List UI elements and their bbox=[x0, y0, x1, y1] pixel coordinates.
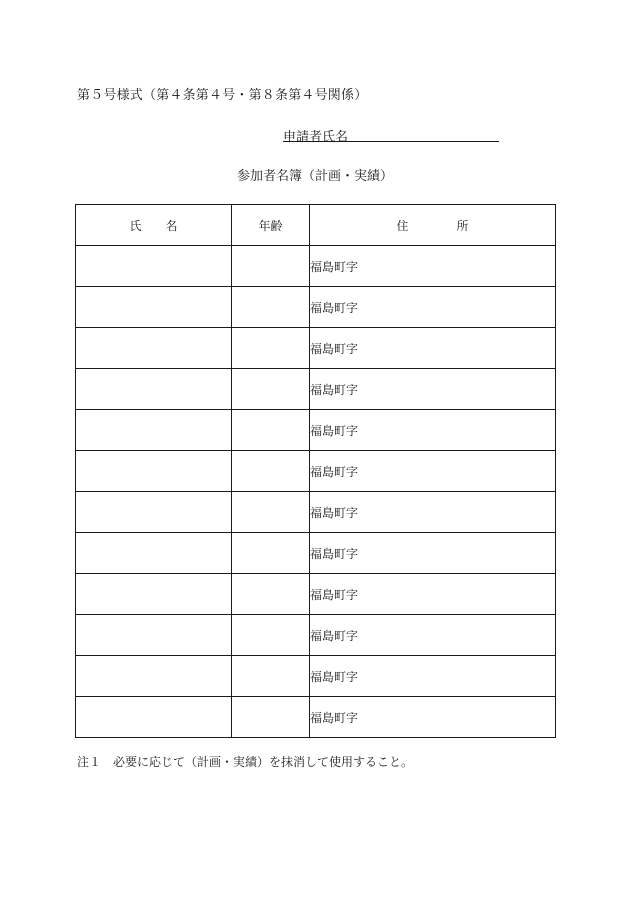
column-header-address: 住 所 bbox=[310, 205, 556, 246]
participant-roster-table bbox=[75, 204, 556, 738]
participant-age-cell[interactable] bbox=[232, 656, 310, 697]
column-header-age: 年齢 bbox=[232, 205, 310, 246]
participant-address-cell[interactable]: 福島町字 bbox=[310, 451, 556, 492]
participant-name-cell[interactable] bbox=[76, 492, 232, 533]
table-row bbox=[76, 410, 556, 451]
form-number: 第５号様式（第４条第４号・第８条第４号関係） bbox=[77, 88, 368, 103]
participant-name-cell[interactable] bbox=[76, 451, 232, 492]
table-row bbox=[76, 656, 556, 697]
participant-age-cell[interactable] bbox=[232, 615, 310, 656]
participant-address-cell[interactable]: 福島町字 bbox=[310, 533, 556, 574]
page-title: 参加者名簿（計画・実績） bbox=[236, 169, 393, 184]
table-row bbox=[76, 574, 556, 615]
participant-name-cell[interactable] bbox=[76, 697, 232, 738]
participant-address-cell[interactable]: 福島町字 bbox=[310, 492, 556, 533]
participant-name-cell[interactable] bbox=[76, 410, 232, 451]
participant-address-cell[interactable]: 福島町字 bbox=[310, 410, 556, 451]
footnote: 注１ 必要に応じて（計画・実績）を抹消して使用すること。 bbox=[77, 755, 414, 769]
participant-age-cell[interactable] bbox=[232, 492, 310, 533]
participant-name-cell[interactable] bbox=[76, 287, 232, 328]
table-row bbox=[76, 492, 556, 533]
table-row bbox=[76, 451, 556, 492]
participant-address-cell[interactable]: 福島町字 bbox=[310, 369, 556, 410]
table-row bbox=[76, 697, 556, 738]
participant-age-cell[interactable] bbox=[232, 533, 310, 574]
applicant-name-field[interactable] bbox=[283, 126, 499, 145]
participant-address-cell[interactable]: 福島町字 bbox=[310, 328, 556, 369]
participant-name-cell[interactable] bbox=[76, 328, 232, 369]
table-header-row bbox=[76, 205, 556, 246]
applicant-name-label: 申請者氏名 bbox=[283, 130, 349, 145]
participant-name-cell[interactable] bbox=[76, 246, 232, 287]
participant-address-cell[interactable]: 福島町字 bbox=[310, 615, 556, 656]
table-row bbox=[76, 615, 556, 656]
table-body bbox=[76, 246, 556, 738]
participant-name-cell[interactable] bbox=[76, 615, 232, 656]
participant-name-cell[interactable] bbox=[76, 369, 232, 410]
table-row bbox=[76, 246, 556, 287]
participant-age-cell[interactable] bbox=[232, 369, 310, 410]
table-row bbox=[76, 369, 556, 410]
table-row bbox=[76, 533, 556, 574]
participant-age-cell[interactable] bbox=[232, 451, 310, 492]
table-row bbox=[76, 287, 556, 328]
participant-address-cell[interactable]: 福島町字 bbox=[310, 287, 556, 328]
participant-address-cell[interactable]: 福島町字 bbox=[310, 697, 556, 738]
participant-age-cell[interactable] bbox=[232, 574, 310, 615]
participant-age-cell[interactable] bbox=[232, 697, 310, 738]
table-row bbox=[76, 328, 556, 369]
column-header-name: 氏 名 bbox=[76, 205, 232, 246]
participant-age-cell[interactable] bbox=[232, 287, 310, 328]
participant-name-cell[interactable] bbox=[76, 656, 232, 697]
participant-age-cell[interactable] bbox=[232, 410, 310, 451]
participant-age-cell[interactable] bbox=[232, 328, 310, 369]
participant-age-cell[interactable] bbox=[232, 246, 310, 287]
participant-address-cell[interactable]: 福島町字 bbox=[310, 246, 556, 287]
participant-address-cell[interactable]: 福島町字 bbox=[310, 656, 556, 697]
participant-name-cell[interactable] bbox=[76, 533, 232, 574]
participant-name-cell[interactable] bbox=[76, 574, 232, 615]
participant-address-cell[interactable]: 福島町字 bbox=[310, 574, 556, 615]
